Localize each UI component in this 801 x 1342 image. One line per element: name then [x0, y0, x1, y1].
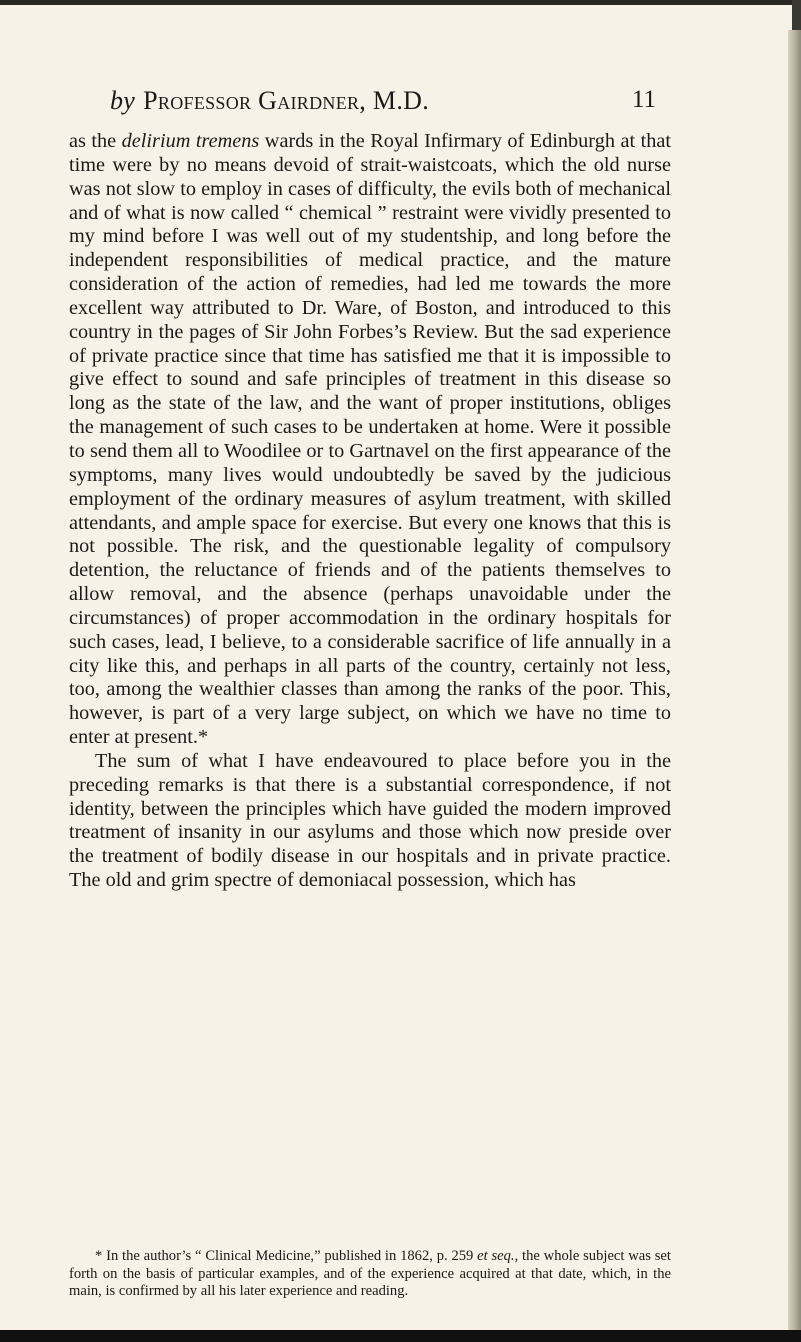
- bottom-edge-rule: [0, 1330, 801, 1342]
- top-edge-rule: [0, 0, 801, 5]
- footnote-rest: , the whole subject was set forth on the basis of particular examples, and of the experience acquired at that date, which, in the main, is confirmed by all his later experience and reading.: [69, 1248, 671, 1300]
- paragraph-1-rest: wards in the Royal Infirmary of Edinburgh at that time were by no means devoid of strait-waistcoats, which the old nurse was not slow to employ in cases of difficulty, the evils both of mechanical and of what is now called “ chemical ” restraint were vividly presented to my mind before I was well out of my studentship, and long before the independent responsibilities of medical practice, and the mature consideration of the action of remedies, had led me towards the more excellent way attributed to Dr. Ware, of Boston, and introduced to this country in the pages of Sir John Forbes’s Review. But the sad experience of private practice since that time has satisfied me that it is impossible to give effect to sound and safe principles of treatment in this disease so long as the state of the law, and the want of proper institutions, obliges the management of such cases to be undertaken at home. Were it possible to send them all to Woodilee or to Gartnavel on the first appearance of the symptoms, many lives would undoubtedly be saved by the judicious employment of the ordinary measures of asylum treatment, with skilled attendants, and ample space for exercise. But every one knows that this is not possible. The risk, and the questionable legality of compulsory detention, the reluctance of friends and of the patients themselves to allow removal, and the absence (perhaps unavoidable under the circumstances) of proper accommodation in the ordinary hospitals for such cases, lead, I believe, to a considerable sacrifice of life annually in a city like this, and perhaps in all parts of the country, certainly not less, too, among the wealthier classes than among the ranks of the poor. This, however, is part of a very large subject, on which we have no time to enter at present.*: [69, 130, 671, 749]
- paragraph-1-start: as the: [69, 130, 122, 152]
- paragraph-2: The sum of what I have endeavoured to place before you in the preceding remarks is that there is a substantial correspondence, if not identity, between the principles which have guided the modern improved treatment of insanity in our asylums and those which now preside over the treatment of bodily disease in our hospitals and in private practice. The old and grim spectre of demoniacal possession, which has: [69, 749, 671, 892]
- paragraph-continued: [69, 130, 671, 750]
- italic-term: delirium tremens: [121, 130, 260, 152]
- running-head-author: [110, 86, 429, 116]
- running-header: [110, 86, 656, 120]
- footnote: [69, 1248, 671, 1301]
- footnote-start: * In the author’s “ Clinical Medicine,” published in 1862, p. 259: [95, 1248, 478, 1264]
- running-head-name: Professor Gairdner, M.D.: [143, 86, 430, 115]
- footnote-text: [69, 1248, 671, 1301]
- page-number: 11: [631, 86, 656, 113]
- body-text: [69, 130, 671, 893]
- page-right-edge: [788, 30, 801, 1330]
- footnote-italic: et seq.: [477, 1248, 515, 1264]
- running-head-by: by: [110, 86, 136, 115]
